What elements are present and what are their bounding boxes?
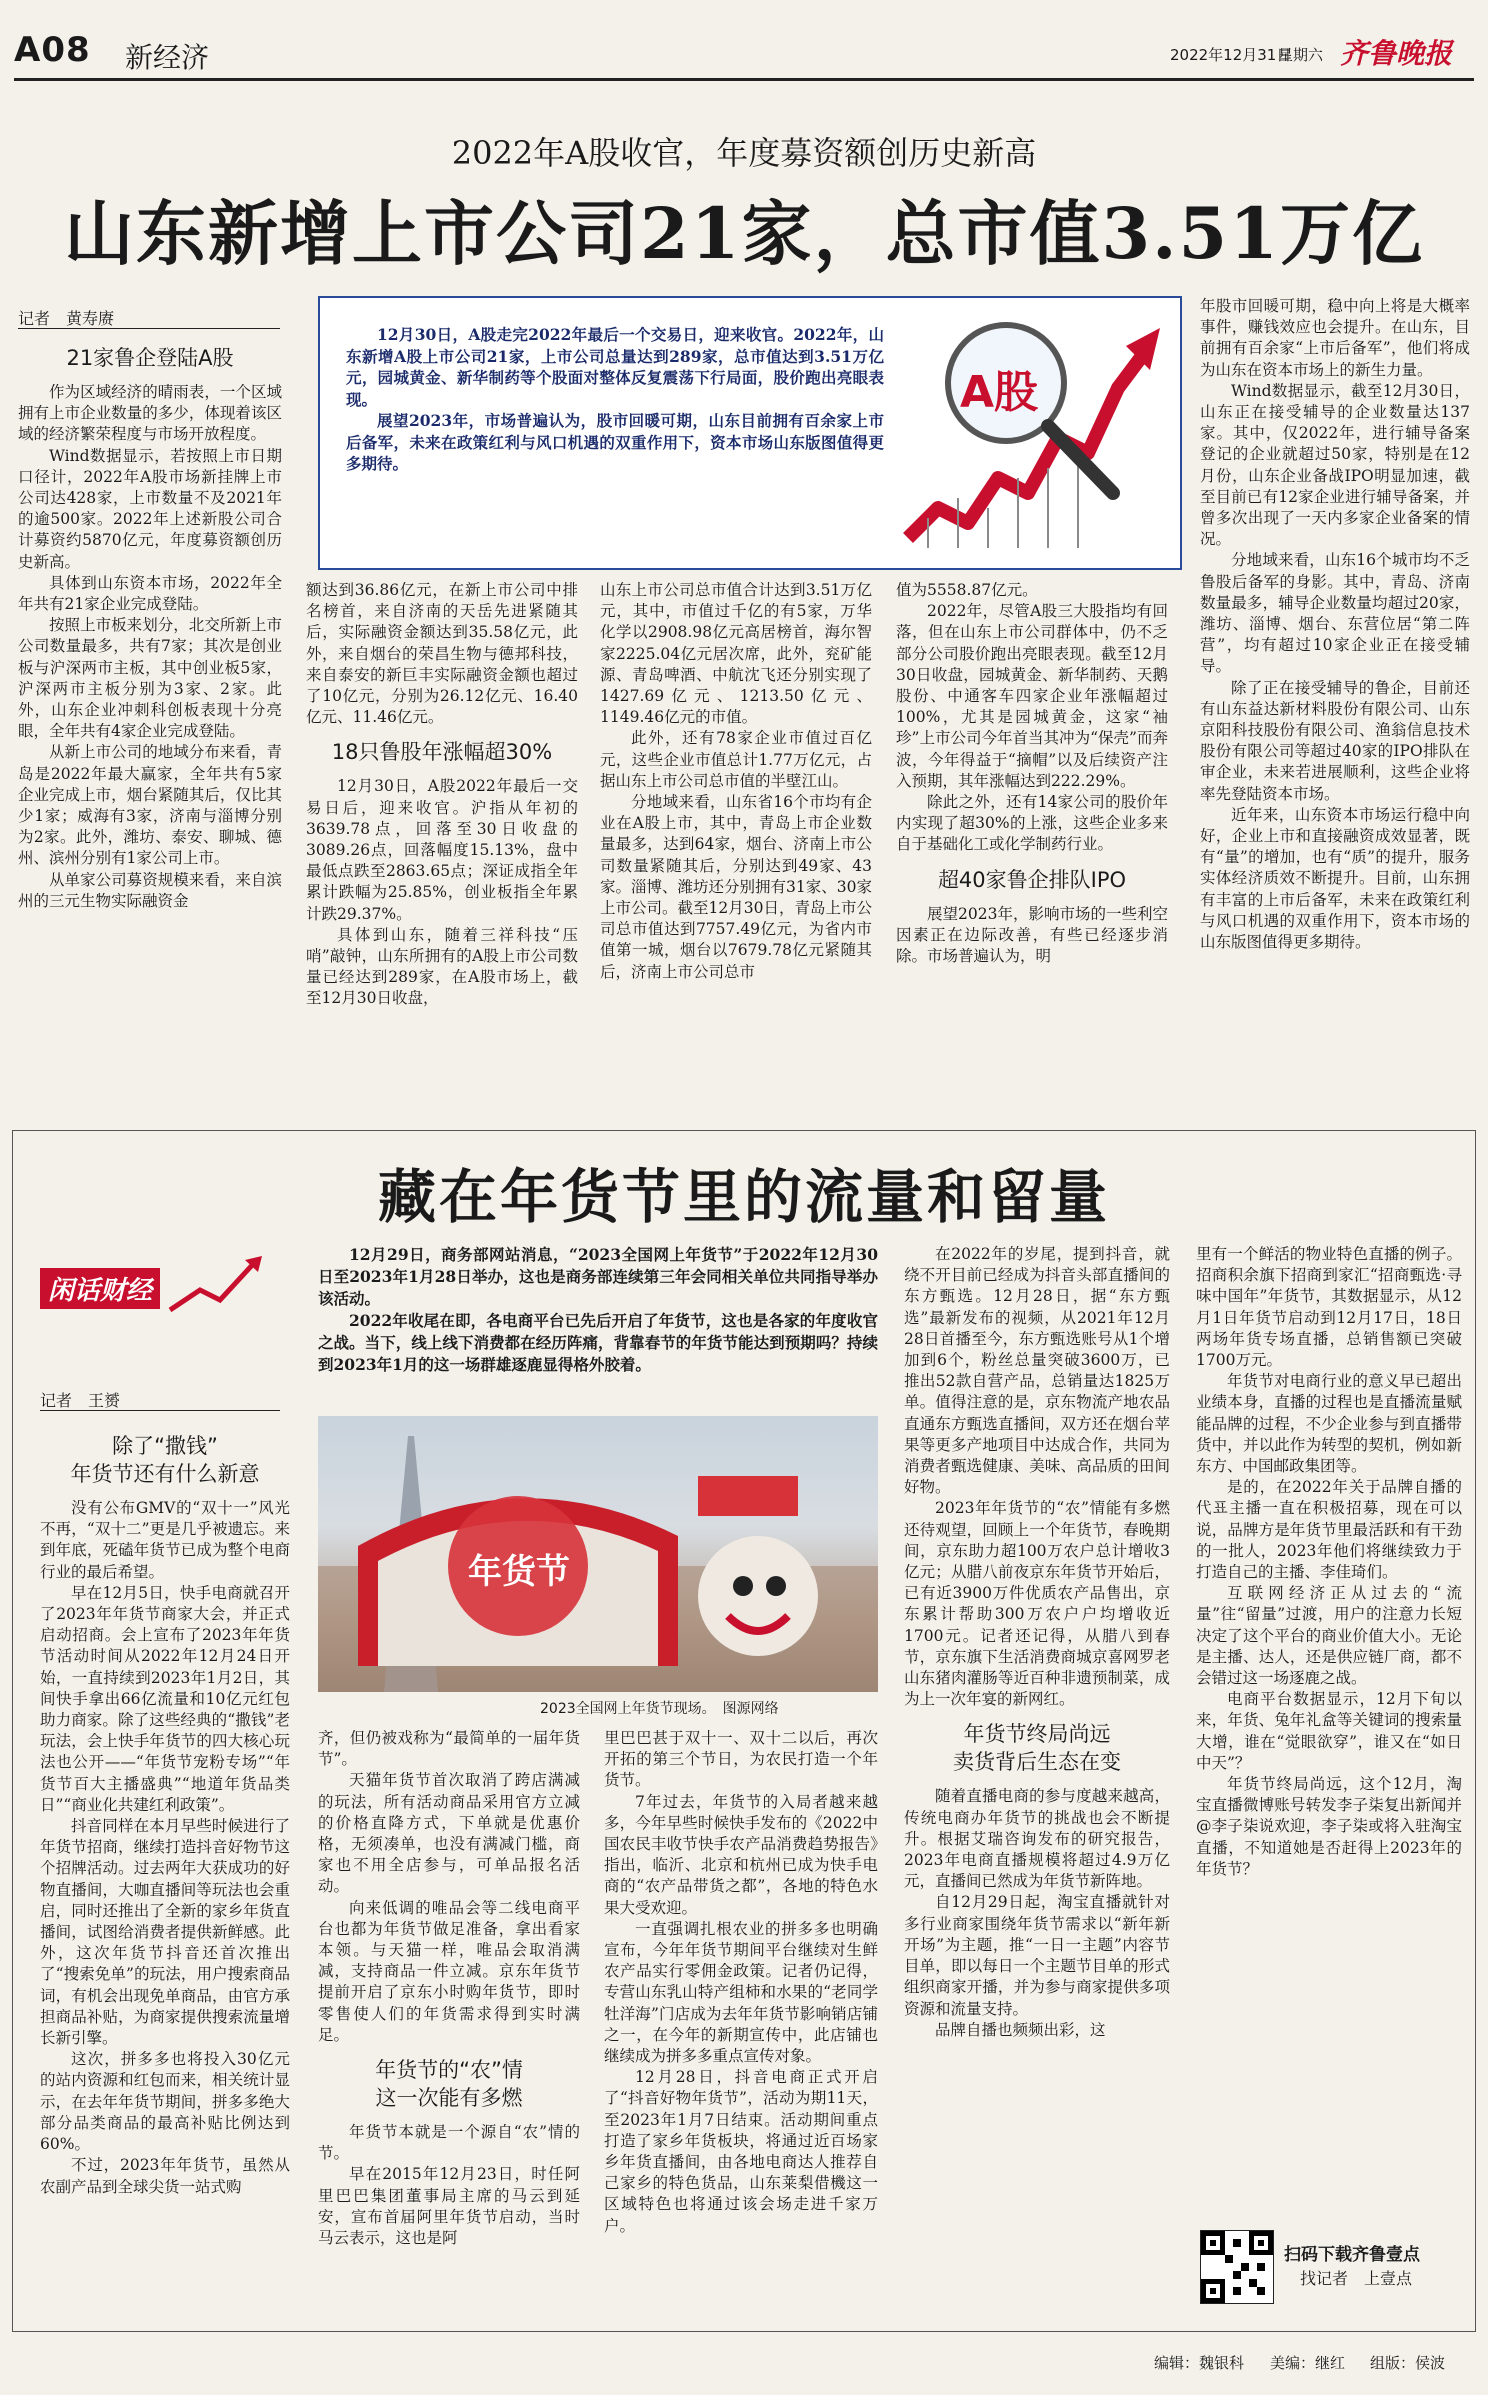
paragraph: 是的，在2022年关于品牌自播的代표主播一直在积极招募，现在可以说，品牌方是年货节里最活跃和有干劲的一批人，2023年他们将继续致力于打造自己的主播、李佳琦们。 [1196, 1478, 1462, 1582]
art-credit: 美编：继红 [1270, 2354, 1346, 2372]
story2-column-3 [604, 1728, 878, 2318]
story2-lead [318, 1244, 878, 1376]
subhead: 年货节的“农”情 这一次能有多燃 [375, 2058, 523, 2111]
paragraph: 额达到36.86亿元，在新上市公司中排名榜首，来自济南的天岳先进紧随其后，实际融资金额达到35.58亿元，此外，来自烟台的荣昌生物与德邦科技，来自泰安的新巨丰实际融资金额也超过了10亿元，分别为26.12亿元、16.40亿元、11.46亿元。 [306, 581, 578, 727]
story1-headline: 山东新增上市公司21家，总市值3.51万亿 [64, 192, 1424, 275]
paragraph: 里巴巴甚于双十一、双十二以后，再次开拓的第三个节日，为农民打造一个年货节。 [604, 1729, 878, 1790]
lead-box [318, 296, 1182, 570]
subhead: 超40家鲁企排队IPO [937, 867, 1127, 892]
issue-weekday: 星期六 [1278, 46, 1324, 64]
column-logo-text: 闲话财经 [40, 1268, 160, 1309]
paragraph: 抖音同样在本月早些时候进行了年货节招商，继续打造抖音好物节这个招牌活动。过去两年大获成功的好物直播间，大咖直播间等玩法也会重启，同时还推出了全新的家乡年货直播间，试图给消费者提供新鲜感。此外，这次年货节抖音还首次推出了“搜索免单”的玩法，用户搜索商品词，有机会出现免单商品，由官方承担商品补贴，为商家提供搜索流量增长新引擎。 [40, 1817, 290, 2048]
lead-paragraph: 展望2023年，市场普遍认为，股市回暖可期，山东目前拥有百余家上市后备军，未来在政策红利与风口机遇的双重作用下，资本市场山东版图值得更多期待。 [346, 411, 884, 473]
story2-column-4 [904, 1244, 1170, 2318]
qr-code[interactable] [1200, 2230, 1274, 2304]
paragraph: 早在2015年12月23日，时任阿里巴巴集团董事局主席的马云到延安，宣布首届阿里年货节启动，当时马云表示，这也是阿 [318, 2165, 580, 2248]
paragraph: 按照上市板来划分，北交所新上市公司数量最多，共有7家；其次是创业板与沪深两市主板，其中创业板5家，沪深两市主板分别为3家、2家。此外，山东企业冲刺科创板表现十分亮眼，全年共有4家企业完成登陆。 [18, 616, 282, 741]
paragraph: 2022年，尽管A股三大股指均有回落，但在山东上市公司群体中，仍不乏部分公司股价跑出亮眼表现。截至12月30日收盘，园城黄金、新华制药、天鹅股份、中通客车四家企业年涨幅超过100%，尤其是园城黄金，这家“袖珍”上市公司今年首当其冲为“保壳”而奔波，今年得益于“摘帽”以及后续资产注入预期，其年涨幅达到222.29%。 [896, 602, 1168, 790]
paragraph: 年股市回暖可期，稳中向上将是大概率事件，赚钱效应也会提升。在山东，目前拥有百余家“上市后备军”，他们将成为山东在资本市场上的新生力量。 [1200, 297, 1470, 379]
photo-caption: 2023全国网上年货节现场。 图源网络 [540, 1701, 779, 1717]
paragraph: 具体到山东资本市场，2022年全年共有21家企业完成登陆。 [18, 573, 282, 614]
paragraph: 早在12月5日，快手电商就召开了2023年年货节商家大会，并正式启动招商。会上宣布了2023年年货节活动时间从2022年12月24日开始，一直持续到2023年1月2日，其间快手拿出66亿流量和10亿元红包助力商家。除了这些经典的“撒钱”老玩法，会上快手年货节的四大核心玩法也公开——“年货节宠粉专场”“年货节百大主播盛典”“地道年货品类日”“商业化共建红利政策”。 [40, 1583, 290, 1814]
paragraph: 从单家公司募资规模来看，来自滨州的三元生物实际融资金 [18, 870, 282, 910]
story1-column-1 [18, 344, 282, 1104]
paragraph: 分地域来看，山东省16个市均有企业在A股上市，其中，青岛上市企业数量最多，达到64家，烟台、济南上市公司数量紧随其后，分别达到49家、43家。淄博、潍坊还分别拥有31家、30家上市公司。截至12月30日，青岛上市公司总市值达到7757.49亿元，为省内市值第一城，烟台以7679.78亿元紧随其后，济南上市公司总市 [600, 793, 872, 981]
paragraph: 年货节对电商行业的意义早已超出业绩本身，直播的过程也是直播流量赋能品牌的过程，不少企业参与到直播带货中，并以此作为转型的契机，例如新东方、中国邮政集团等。 [1196, 1372, 1462, 1476]
lead-paragraph: 12月29日，商务部网站消息，“2023全国网上年货节”于2022年12月30日至2023年1月28日举办，这也是商务部连续第三年会同相关单位共同指导举办该活动。 [318, 1245, 878, 1308]
paragraph: 从新上市公司的地域分布来看，青岛是2022年最大赢家，全年共有5家企业完成上市，烟台紧随其后，仅比其少1家；威海有3家，济南与淄博分别为2家。此外，潍坊、泰安、聊城、德州、滨州分别有1家公司上市。 [18, 743, 282, 868]
paragraph: 在2022年的岁尾，提到抖音，就绕不开目前已经成为抖音头部直播间的东方甄选。12月28日，据“东方甄选”最新发布的视频，从2021年12月28日首播至今，东方甄选账号从1个增加到6个，粉丝总量突破3600万，已推出52款自营产品，总销量达1825万单。值得注意的是，京东物流产地农品直通东方甄选直播间，双方还在烟台苹果等更多产地项目中达成合作，共同为消费者甄选健康、美味、高品质的田间好物。 [904, 1245, 1170, 1497]
paragraph: 互联网经济正从过去的“流量”往“留量”过渡，用户的注意力长短决定了这个平台的商业价值大小。无论是主播、达人，还是供应链厂商，都不会错过这一场逐鹿之战。 [1196, 1584, 1462, 1688]
paragraph: 2023年年货节的“农”情能有多燃还待观望，回顾上一个年货节，春晚期间，京东助力超100万农户总计增收3亿元；从腊八前夜京东年货节开始后，已有近3900万件优质农产品售出，京东累计帮助300万农户户均增收近1700元。记者还记得，从腊八到春节，京东旗下生活消费商城京喜网罗老山东猪肉灌肠等近百种非遗预制菜，成为上一次年宴的新网红。 [904, 1499, 1170, 1709]
subhead: 18只鲁股年涨幅超30% [331, 740, 553, 765]
paragraph: 齐，但仍被戏称为“最简单的一届年货节”。 [318, 1729, 580, 1769]
paragraph: 分地域来看，山东16个城市均不乏鲁股后备军的身影。其中，青岛、济南数量最多，辅导企业数量均超过20家，潍坊、淄博、烟台、东营位居“第二阵营”，均有超过10家企业正在接受辅导。 [1200, 551, 1470, 676]
paragraph: 天猫年货节首次取消了跨店满减的玩法，所有活动商品采用官方立减的价格直降方式，下单就是优惠价格，无须凑单，也没有满减门槛，商家也不用全店参与，可单品报名活动。 [318, 1771, 580, 1896]
paragraph: 除了正在接受辅导的鲁企，目前还有山东益达新材料股份有限公司、山东京阳科技股份有限公司、渔翁信息技术股份有限公司等超过40家的IPO排队在审企业，未来若进展顺利，这些企业将率先登陆资本市场。 [1200, 678, 1470, 803]
qr-pattern-icon [1201, 2231, 1273, 2303]
paragraph: 此外，还有78家企业市值过百亿元，这些企业市值总计1.77万亿元，占据山东上市公司总市值的半壁江山。 [600, 729, 872, 790]
paragraph: 值为5558.87亿元。 [896, 581, 1038, 599]
subhead: 除了“撒钱” 年货节还有什么新意 [70, 1434, 260, 1486]
story1-column-5 [1200, 296, 1470, 1104]
paragraph: 12月30日，A股2022年最后一交易日后，迎来收官。沪指从年初的3639.78点，回落至30日收盘的3089.26点，回落幅度15.13%，盘中最低点跌至2863.65点；深证成指全年累计跌幅为25.85%，创业板指全年累计跌29.37%。 [306, 777, 578, 923]
paragraph: 向来低调的唯品会等二线电商平台也都为年货节做足准备，拿出看家本领。与天猫一样，唯品会取消满减，支持商品一件立减。京东年货节提前开启了京东小时购年货节，即时零售使人们的年货需求得到实时满足。 [318, 1898, 580, 2044]
byline-rule [40, 1410, 280, 1411]
stock-chart-illustration [898, 308, 1168, 558]
column-logo [40, 1250, 270, 1320]
masthead-rule [14, 78, 1474, 81]
paragraph: 随着直播电商的参与度越来越高，传统电商办年货节的挑战也会不断提升。根据艾瑞咨询发布的研究报告，2023年电商直播规模将超过4.9万亿元，直播间已然成为年货节新阵地。 [904, 1787, 1170, 1891]
paragraph: 除此之外，还有14家公司的股价年内实现了超30%的上涨，这些企业多来自于基础化工或化学制药行业。 [896, 793, 1168, 854]
story2-column-5 [1196, 1244, 1462, 2174]
paper-logo: 齐鲁晚报 [1340, 37, 1453, 70]
byline-rule [18, 328, 280, 329]
qr-title: 扫码下载齐鲁壹点 [1284, 2245, 1420, 2265]
paragraph: 一直强调扎根农业的拼多多也明确宣布，今年年货节期间平台继续对生鲜农产品实行零佣金政策。记者仍记得，专营山东乳山特产组柿和水果的“老同学牡洋海”门店成为去年年货节影响销店铺之一，在今年的新期宣传中，此店铺也继续成为拼多多重点宣传对象。 [604, 1919, 878, 2066]
lead-paragraph: 2022年收尾在即，各电商平台已先后开启了年货节，这也是各家的年度收官之战。当下，线上线下消费都在经历阵痛，背靠春节的年货节能达到预期吗？持续到2023年1月的这一场群雄逐鹿显得格外胶着。 [318, 1311, 878, 1374]
paragraph: 品牌自播也频频出彩，这 [935, 2020, 1106, 2039]
paragraph: Wind数据显示，若按照上市日期口径计，2022年A股市场新挂牌上市公司达428家，上市数量不及2021年的逾500家。2022年上述新股公司合计募资约5870亿元，年度募资额创历史新高。 [18, 446, 282, 571]
paragraph: 具体到山东，随着三祥科技“压哨”敲钟，山东所拥有的A股上市公司数量已经达到289家，在A股市场上，截至12月30日收盘， [306, 925, 578, 1008]
story1-kicker: 2022年A股收官，年度募资额创历史新高 [451, 134, 1037, 172]
paragraph: 没有公布GMV的“双十一”风光不再，“双十二”更是几乎被遗忘。来到年底，死磕年货节已成为整个电商行业的最后希望。 [40, 1499, 290, 1581]
qr-subtitle: 找记者 上壹点 [1300, 2269, 1413, 2288]
story1-column-4 [896, 580, 1168, 1104]
byline: 记者 王赟 [40, 1391, 121, 1410]
paragraph: 自12月29日起，淘宝直播就针对多行业商家围绕年货节需求以“新年新开场”为主题，推“一日一主题”内容节目单，即以每日一个主题节目单的形式组织商家开播，并为参与商家提供多项资源和流量支持。 [904, 1893, 1170, 2018]
lead-paragraph: 12月30日，A股走完2022年最后一个交易日，迎来收官。2022年，山东新增A股上市公司21家，上市公司总量达到289家，总市值达到3.51万亿元，园城黄金、新华制药等个股面对整体反复震荡下行局面，股价跑出亮眼表现。 [346, 325, 884, 409]
nianhuo-sign: 年货节 [468, 1552, 570, 1592]
a-share-label: A股 [960, 367, 1039, 418]
layout-credit: 组版：侯波 [1370, 2354, 1446, 2372]
issue-date: 2022年12月31日 [1170, 46, 1292, 64]
page-number: A08 [14, 30, 91, 70]
byline: 记者 黄寿赓 [18, 309, 115, 328]
story1-column-2 [306, 580, 578, 1104]
paragraph: 山东上市公司总市值合计达到3.51万亿元，其中，市值过千亿的有5家，万华化学以2908.98亿元高居榜首，海尔智家2225.04亿元居次席，此外，兖矿能源、青岛啤酒、中航沈飞还分别实现了1427.69亿元、1213.50亿元、1149.46亿元的市值。 [600, 581, 872, 727]
paragraph: 近年来，山东资本市场运行稳中向好，企业上市和直接融资成效显著，既有“量”的增加，也有“质”的提升，服务实体经济质效不断提升。目前，山东拥有丰富的上市后备军，未来在政策红利与风口机遇的双重作用下，资本市场的山东版图值得更多期待。 [1200, 805, 1470, 952]
story2-headline: 藏在年货节里的流量和留量 [377, 1163, 1110, 1231]
paragraph: 这次，拼多多也将投入30亿元的站内资源和红包而来，相关统计显示，在去年年货节期间，拼多多绝大部分品类商品的最高补贴比例达到60%。 [40, 2050, 290, 2154]
paragraph: 展望2023年，影响市场的一些利空因素正在边际改善，有些已经逐步消除。市场普遍认为，明 [896, 904, 1168, 966]
paragraph: 7年过去，年货节的入局者越来越多，今年早些时候快手发布的《2022中国农民丰收节快手农产品消费趋势报告》指出，临沂、北京和杭州已成为快手电商的“农产品带货之都”，各地的特色水果大受欢迎。 [604, 1792, 878, 1917]
story2-column-1 [40, 1432, 290, 2312]
photo-scene [318, 1416, 878, 1692]
subhead: 21家鲁企登陆A股 [66, 346, 234, 370]
section-name: 新经济 [125, 41, 210, 74]
story1-column-3 [600, 580, 872, 1104]
paragraph: 不过，2023年年货节，虽然从农副产品到全球尖货一站式购 [40, 2156, 290, 2196]
subhead: 年货节终局尚远 卖货背后生态在变 [953, 1722, 1121, 1775]
paragraph: 年货节终局尚远，这个12月，淘宝直播微博账号转发李子柒复出新闻并@李子柒说欢迎，李子柒或将入驻淘宝直播，不知道她是否赶得上2023年的年货节？ [1196, 1775, 1462, 1878]
paragraph: 里有一个鲜活的物业特色直播的例子。招商积余旗下招商到家汇“招商甄选·寻味中国年”年货节，其数据显示，从12月1日年货节启动到12月17日，18日两场年货专场直播，总销售额已突破1700万元。 [1196, 1245, 1462, 1370]
paragraph: 作为区域经济的晴雨表，一个区域拥有上市企业数量的多少，体现着该区域的经济繁荣程度与市场开放程度。 [18, 383, 282, 444]
story2-column-2 [318, 1728, 580, 2318]
paragraph: 电商平台数据显示，12月下旬以来，年货、兔年礼盒等关键词的搜索量大增，谁在“觉眼欲穿”，谁又在“如日中天”？ [1196, 1690, 1462, 1772]
lead-text [346, 324, 884, 475]
paragraph: 12月28日，抖音电商正式开启了“抖音好物年货节”，活动为期11天，至2023年1月7日结束。活动期间重点打造了家乡年货板块，将通过近百场家乡年货直播间，由各地电商达人推荐自己家乡的特色货品，山东莱梨借機这一区域特色也将通过该会场走进千家万户。 [604, 2068, 878, 2235]
paragraph: 年货节本就是一个源自“农”情的节。 [318, 2123, 580, 2163]
event-photo [318, 1416, 878, 1692]
editor-credit: 编辑：魏银科 [1154, 2354, 1245, 2372]
paragraph: Wind数据显示，截至12月30日，山东正在接受辅导的企业数量达137家。其中，仅2022年，进行辅导备案登记的企业就超过50家，特别是在12月份，山东企业备战IPO明显加速，截至目前已有12家企业进行辅导备案，并曾多次出现了一天内多家企业备案的情况。 [1200, 381, 1470, 549]
